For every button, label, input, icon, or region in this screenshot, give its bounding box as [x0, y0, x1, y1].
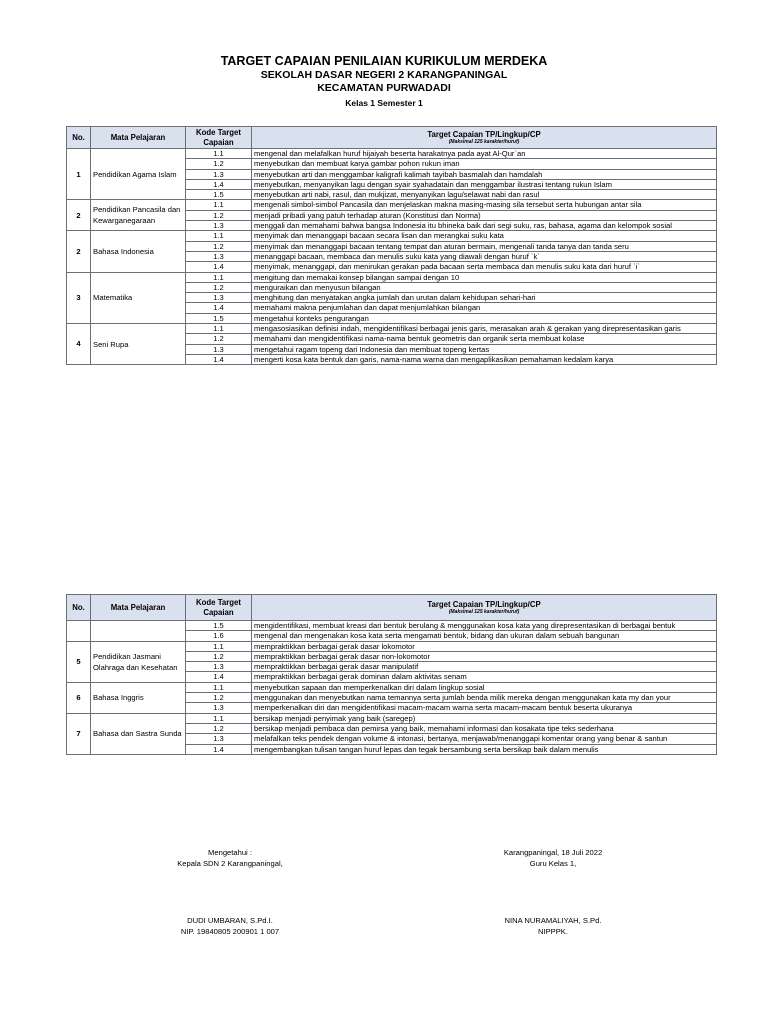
target-description: menanggapi bacaan, membaca dan menulis suku kata yang diawali dengan huruf `k` [252, 251, 717, 261]
target-description: mengerti kosa kata bentuk dan garis, nama-nama warna dan mengaplikasikan pemahaman kedalam karya [252, 354, 717, 364]
target-code: 1.1 [186, 641, 252, 651]
target-code: 1.3 [186, 703, 252, 713]
target-description: bersikap menjadi pembaca dan pemirsa yang baik, memahami informasi dan kosakata tipe teks sederhana [252, 723, 717, 733]
target-code: 1.3 [186, 169, 252, 179]
row-number: 5 [67, 641, 91, 682]
table-row [67, 200, 717, 210]
subject-name: Pendidikan Agama Islam [91, 149, 186, 200]
target-code: 1.3 [186, 221, 252, 231]
target-description: mengetahui konteks pengurangan [252, 313, 717, 323]
target-description: menyebutkan arti dan menggambar kaligrafi kalimah tayibah basmalah dan hamdalah [252, 169, 717, 179]
target-description: menyimak dan menanggapi bacaan secara lisan dan merangkai suku kata [252, 231, 717, 241]
subject-name [91, 621, 186, 642]
table-row [67, 682, 717, 692]
target-description: menyimak dan menanggapi bacaan tentang tempat dan aturan bermain, mengenali tanda tanya dan tanda seru [252, 241, 717, 251]
target-code: 1.1 [186, 324, 252, 334]
teacher-nip: NIPPPK. [538, 927, 568, 936]
document-header [0, 54, 768, 109]
row-number: 4 [67, 324, 91, 365]
subject-name: Matematika [91, 272, 186, 323]
target-description: bersikap menjadi penyimak yang baik (saregep) [252, 713, 717, 723]
target-code: 1.4 [186, 744, 252, 754]
target-description: menyebutkan, menyanyikan lagu dengan syair syahadatain dan menggambar ilustrasi tentang rukun Islam [252, 179, 717, 189]
target-description: menyimak, menanggapi, dan menirukan gerakan pada bacaan serta membaca dan menulis suku kata dari huruf `i` [252, 262, 717, 272]
target-description: menyebutkan arti nabi, rasul, dan mukjizat, menyanyikan lagu/selawat nabi dan rasul [252, 190, 717, 200]
target-code: 1.4 [186, 354, 252, 364]
target-code: 1.3 [186, 662, 252, 672]
subject-name: Pendidikan Jasmani Olahraga dan Kesehatan [91, 641, 186, 682]
principal-name: DUDI UMBARAN, S.Pd.I. [187, 916, 273, 925]
target-code: 1.4 [186, 303, 252, 313]
principal-title: Kepala SDN 2 Karangpaningal, [177, 859, 283, 868]
target-code: 1.1 [186, 713, 252, 723]
target-description: mempraktikkan berbagai gerak dasar non-lokomotor [252, 651, 717, 661]
table-row [67, 324, 717, 334]
col-header-code: Kode Target Capaian [186, 595, 252, 621]
subject-name: Bahasa Inggris [91, 682, 186, 713]
row-number: 2 [67, 200, 91, 231]
target-code: 1.4 [186, 179, 252, 189]
target-code: 1.4 [186, 672, 252, 682]
district-name: KECAMATAN PURWADADI [317, 82, 451, 94]
table-1-body [67, 149, 717, 365]
table-2-body [67, 621, 717, 755]
subject-name: Bahasa dan Sastra Sunda [91, 713, 186, 754]
target-description: mengitung dan memakai konsep bilangan sampai dengan 10 [252, 272, 717, 282]
table-row [67, 149, 717, 159]
col-header-code: Kode Target Capaian [186, 127, 252, 149]
target-table-1 [66, 126, 717, 365]
target-code: 1.2 [186, 651, 252, 661]
target-description: mempraktikkan berbagai gerak dasar lokomotor [252, 641, 717, 651]
teacher-title: Guru Kelas 1, [529, 859, 577, 868]
target-description: mempraktikkan berbagai gerak dominan dalam aktivitas senam [252, 672, 717, 682]
target-description: menyebutkan dan membuat karya gambar pohon rukun iman [252, 159, 717, 169]
approval-label: Mengetahui : [208, 848, 252, 857]
target-description: mengembangkan tulisan tangan huruf lepas dan tegak bersambung serta bersikap baik dalam menulis [252, 744, 717, 754]
subject-name: Pendidikan Pancasila dan Kewarganegaraan [91, 200, 186, 231]
school-name: SEKOLAH DASAR NEGERI 2 KARANGPANINGAL [260, 69, 508, 81]
target-code: 1.2 [186, 282, 252, 292]
subject-name: Bahasa Indonesia [91, 231, 186, 272]
target-code: 1.1 [186, 231, 252, 241]
target-code: 1.1 [186, 149, 252, 159]
col-header-target-label: Target Capaian TP/Lingkup/CP [427, 599, 541, 609]
class-semester: Kelas 1 Semester 1 [345, 98, 423, 108]
target-description: menguraikan dan menyusun bilangan [252, 282, 717, 292]
target-code: 1.2 [186, 334, 252, 344]
target-description: memahami makna penjumlahan dan dapat menjumlahkan bilangan [252, 303, 717, 313]
col-header-target [252, 595, 717, 621]
table-row [67, 272, 717, 282]
signature-block-right [468, 847, 638, 937]
target-code: 1.3 [186, 344, 252, 354]
col-header-no: No. [67, 127, 91, 149]
row-number: 7 [67, 713, 91, 754]
target-code: 1.5 [186, 621, 252, 631]
col-header-target-label: Target Capaian TP/Lingkup/CP [427, 129, 541, 139]
row-number: 2 [67, 231, 91, 272]
row-number: 6 [67, 682, 91, 713]
target-table-2 [66, 594, 717, 755]
col-header-subject: Mata Pelajaran [91, 127, 186, 149]
target-description: menyebutkan sapaan dan memperkenalkan diri dalam lingkup sosial [252, 682, 717, 692]
teacher-name: NINA NURAMALIYAH, S.Pd. [504, 916, 602, 925]
target-description: mempraktikkan berbagai gerak dasar manipulatif [252, 662, 717, 672]
target-code: 1.2 [186, 210, 252, 220]
target-description: menghitung dan menyatakan angka jumlah dan urutan dalam kehidupan sehari-hari [252, 293, 717, 303]
target-code: 1.1 [186, 682, 252, 692]
table-row [67, 713, 717, 723]
subject-name: Seni Rupa [91, 324, 186, 365]
target-code: 1.6 [186, 631, 252, 641]
target-description: menjadi pribadi yang patuh terhadap aturan (Konstitusi dan Norma) [252, 210, 717, 220]
target-description: mengetahui ragam topeng dari Indonesia dan membuat topeng kertas [252, 344, 717, 354]
target-description: menggali dan memahami bahwa bangsa Indonesia itu bhineka baik dari segi suku, ras, bahasa, agama dan kelompok sosial [252, 221, 717, 231]
target-description: mengasosiasikan definisi indah, mengidentifikasi berbagai jenis garis, merasakan arah & gerakan yang direpresentasikan garis [252, 324, 717, 334]
col-header-note: (Maksimal 125 karakter/huruf) [448, 609, 520, 616]
signature-block-left [140, 847, 320, 937]
target-description: menggunakan dan menyebutkan nama temannya serta jumlah benda milik mereka dengan menggunakan kata my dan your [252, 693, 717, 703]
target-description: memperkenalkan diri dan mengidentifikasi macam-macam warna serta macam-macam bentuk beserta ukuranya [252, 703, 717, 713]
col-header-target [252, 127, 717, 149]
table-row [67, 641, 717, 651]
document-title: TARGET CAPAIAN PENILAIAN KURIKULUM MERDEKA [220, 54, 548, 68]
place-date: Karangpaningal, 18 Juli 2022 [503, 848, 603, 857]
target-code: 1.1 [186, 272, 252, 282]
col-header-note: (Maksimal 125 karakter/huruf) [448, 139, 520, 146]
target-code: 1.2 [186, 241, 252, 251]
target-description: mengenal dan melafalkan huruf hijaiyah beserta harakatnya pada ayat Al-Qur`an [252, 149, 717, 159]
target-code: 1.5 [186, 313, 252, 323]
target-description: memahami dan mengidentifikasi nama-nama bentuk geometris dan organik serta membuat kolase [252, 334, 717, 344]
target-description: melafalkan teks pendek dengan volume & intonasi, bertanya, menjawab/menanggapi komentar orang yang benar & santun [252, 734, 717, 744]
target-description: mengenal dan mengenakan kosa kata serta mengamati bentuk, bidang dan ukuran dalam sebuah bangunan [252, 631, 717, 641]
target-code: 1.5 [186, 190, 252, 200]
col-header-no: No. [67, 595, 91, 621]
row-number [67, 621, 91, 642]
row-number: 3 [67, 272, 91, 323]
col-header-subject: Mata Pelajaran [91, 595, 186, 621]
target-code: 1.3 [186, 293, 252, 303]
target-code: 1.2 [186, 159, 252, 169]
target-code: 1.3 [186, 251, 252, 261]
target-code: 1.3 [186, 734, 252, 744]
target-code: 1.4 [186, 262, 252, 272]
row-number: 1 [67, 149, 91, 200]
target-description: mengidentifikasi, membuat kreasi dari bentuk berulang & menggunakan kosa kata yang direpresentasikan di berbagai bentuk [252, 621, 717, 631]
target-description: mengenali simbol-simbol Pancasila dan menjelaskan makna masing-masing sila tersebut serta hubungan antar sila [252, 200, 717, 210]
table-row [67, 231, 717, 241]
target-code: 1.2 [186, 693, 252, 703]
table-row [67, 621, 717, 631]
target-code: 1.2 [186, 723, 252, 733]
target-code: 1.1 [186, 200, 252, 210]
principal-nip: NIP. 19840805 200901 1 007 [180, 927, 280, 936]
